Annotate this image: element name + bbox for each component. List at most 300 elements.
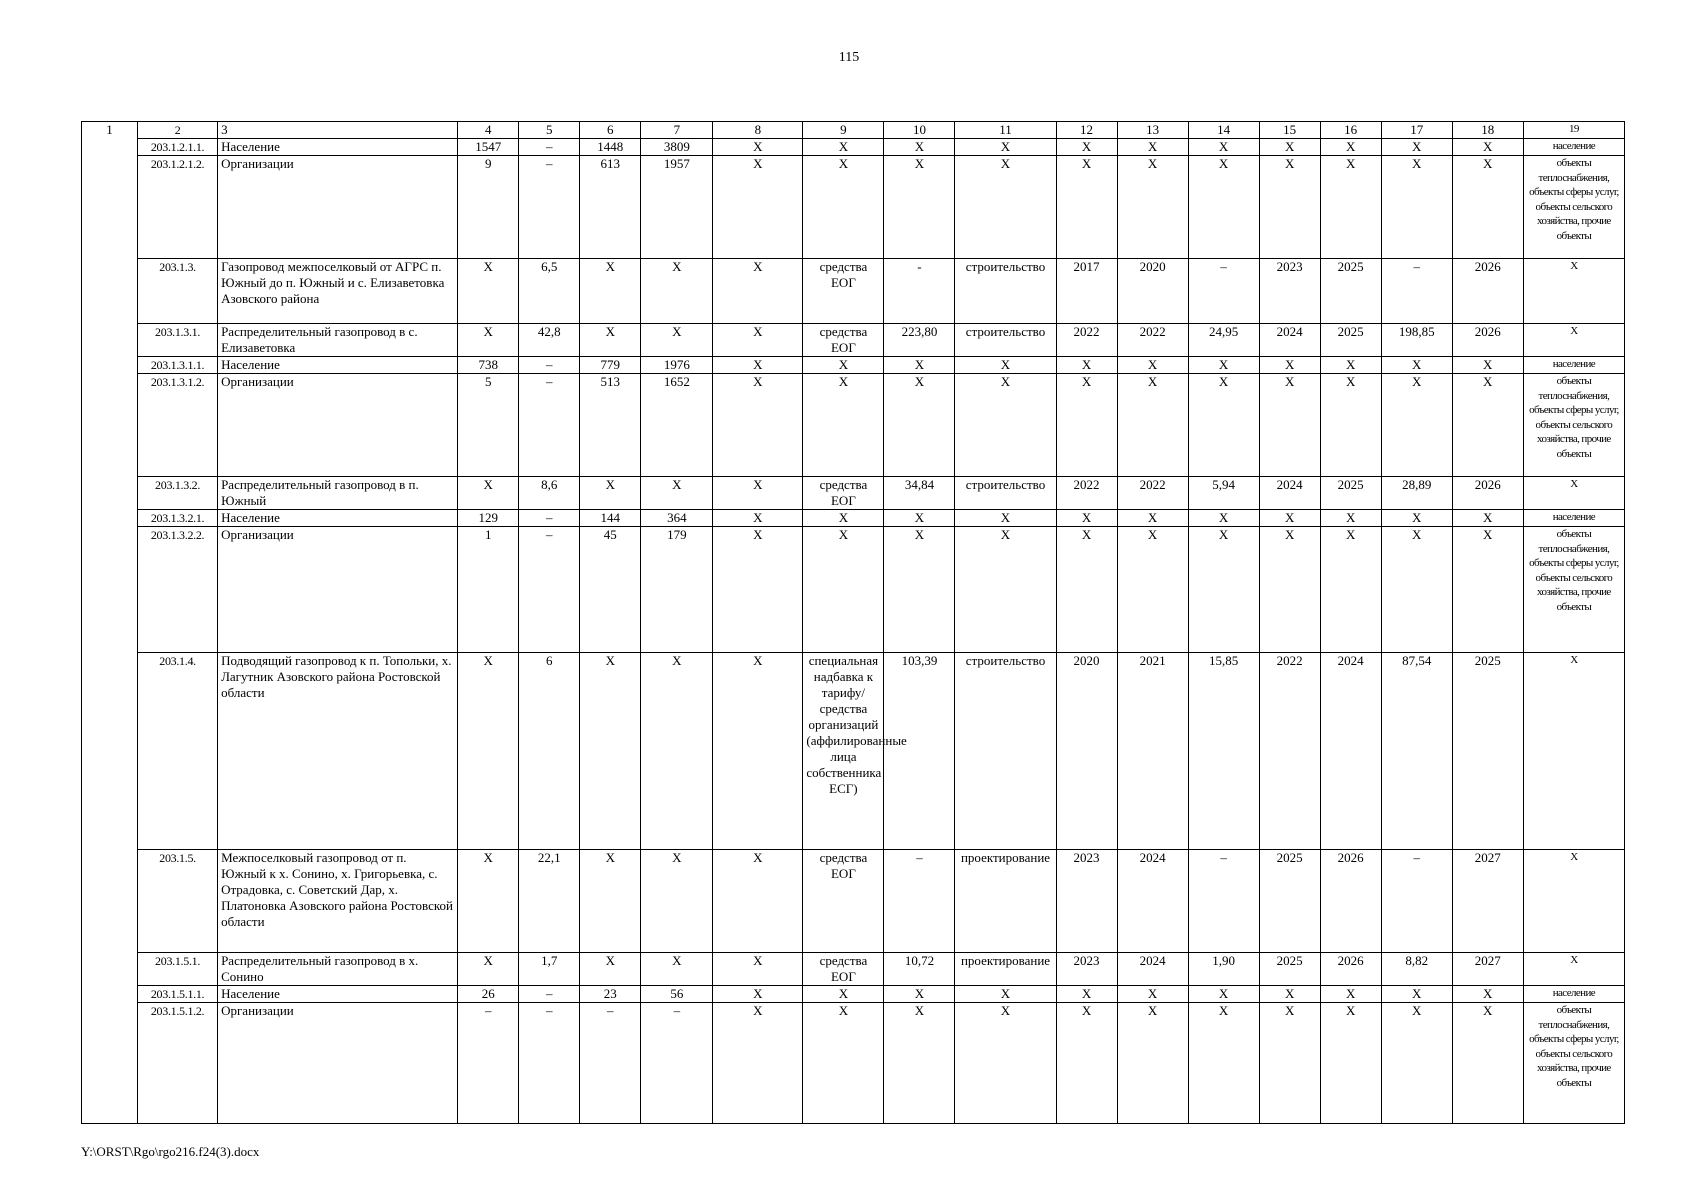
table-cell-col-11: X bbox=[955, 139, 1056, 156]
table-cell-col-19: объекты теплоснабжения, объекты сферы услуг, объекты сельского хозяйства, прочие объекты bbox=[1523, 374, 1624, 477]
table-cell-col-11: X bbox=[955, 527, 1056, 653]
table-cell-col-12: X bbox=[1056, 374, 1117, 477]
table-cell-col-4: 5 bbox=[458, 374, 519, 477]
table-cell-col-13: X bbox=[1117, 1003, 1188, 1124]
table-cell-col-5: 42,8 bbox=[519, 324, 580, 357]
table-cell-col-16: X bbox=[1320, 510, 1381, 527]
table-cell-col-8: X bbox=[713, 1003, 803, 1124]
table-cell-col-16: 2026 bbox=[1320, 953, 1381, 986]
table-cell-col-12: X bbox=[1056, 986, 1117, 1003]
table-cell-col-17: X bbox=[1381, 156, 1452, 259]
table-cell-col-10: X bbox=[884, 1003, 955, 1124]
table-cell-col-16: X bbox=[1320, 1003, 1381, 1124]
table-cell-col-18: X bbox=[1452, 139, 1523, 156]
table-cell-col-4: 1 bbox=[458, 527, 519, 653]
column-number-18: 18 bbox=[1452, 122, 1523, 139]
table-cell-col-12: X bbox=[1056, 357, 1117, 374]
table-cell-col-9: средства ЕОГ bbox=[803, 953, 884, 986]
table-cell-col-12: 2023 bbox=[1056, 953, 1117, 986]
table-cell-col-7: 1976 bbox=[641, 357, 713, 374]
table-cell-col-2: 203.1.5.1.2. bbox=[138, 1003, 218, 1124]
table-cell-col-12: X bbox=[1056, 510, 1117, 527]
table-cell-col-4: – bbox=[458, 1003, 519, 1124]
table-cell-col-4: X bbox=[458, 477, 519, 510]
table-cell-col-16: X bbox=[1320, 139, 1381, 156]
table-row bbox=[82, 527, 1625, 653]
header-row bbox=[82, 122, 1625, 139]
table-cell-col-8: X bbox=[713, 156, 803, 259]
table-cell-col-14: X bbox=[1188, 527, 1259, 653]
table-cell-col-16: 2025 bbox=[1320, 477, 1381, 510]
table-cell-col-18: 2027 bbox=[1452, 953, 1523, 986]
table-cell-col-11: X bbox=[955, 156, 1056, 259]
column-number-1: 1 bbox=[82, 122, 138, 139]
table-cell-col-9: X bbox=[803, 139, 884, 156]
table-cell-col-1 bbox=[82, 477, 138, 510]
table-cell-col-1 bbox=[82, 653, 138, 850]
table-cell-col-15: 2025 bbox=[1259, 953, 1320, 986]
table-cell-col-3: Население bbox=[218, 139, 458, 156]
table-cell-col-19: население bbox=[1523, 139, 1624, 156]
table-cell-col-15: X bbox=[1259, 986, 1320, 1003]
column-number-5: 5 bbox=[519, 122, 580, 139]
table-cell-col-14: – bbox=[1188, 259, 1259, 324]
table-cell-col-9: X bbox=[803, 986, 884, 1003]
table-cell-col-15: X bbox=[1259, 139, 1320, 156]
table-cell-col-16: 2026 bbox=[1320, 850, 1381, 953]
table-cell-col-16: 2025 bbox=[1320, 259, 1381, 324]
column-number-19: 19 bbox=[1523, 122, 1624, 139]
column-number-9: 9 bbox=[803, 122, 884, 139]
table-cell-col-3: Распределительный газопровод в х. Сонино bbox=[218, 953, 458, 986]
table-row bbox=[82, 374, 1625, 477]
table-cell-col-17: X bbox=[1381, 139, 1452, 156]
table-cell-col-12: 2020 bbox=[1056, 653, 1117, 850]
table-cell-col-8: X bbox=[713, 850, 803, 953]
table-cell-col-1 bbox=[82, 986, 138, 1003]
table-cell-col-5: – bbox=[519, 510, 580, 527]
table-cell-col-12: X bbox=[1056, 1003, 1117, 1124]
table-cell-col-15: X bbox=[1259, 357, 1320, 374]
table-cell-col-18: X bbox=[1452, 1003, 1523, 1124]
column-number-3: 3 bbox=[218, 122, 458, 139]
data-table-container bbox=[81, 121, 1625, 1124]
table-cell-col-18: 2026 bbox=[1452, 477, 1523, 510]
table-cell-col-17: 8,82 bbox=[1381, 953, 1452, 986]
table-cell-col-15: 2024 bbox=[1259, 324, 1320, 357]
table-cell-col-6: 144 bbox=[580, 510, 641, 527]
table-cell-col-1 bbox=[82, 156, 138, 259]
table-cell-col-6: X bbox=[580, 953, 641, 986]
table-cell-col-11: строительство bbox=[955, 324, 1056, 357]
table-cell-col-19: X bbox=[1523, 324, 1624, 357]
table-cell-col-5: 6,5 bbox=[519, 259, 580, 324]
table-cell-col-12: 2017 bbox=[1056, 259, 1117, 324]
table-cell-col-5: – bbox=[519, 986, 580, 1003]
table-cell-col-13: X bbox=[1117, 156, 1188, 259]
column-number-10: 10 bbox=[884, 122, 955, 139]
table-cell-col-18: 2026 bbox=[1452, 324, 1523, 357]
table-cell-col-1 bbox=[82, 357, 138, 374]
table-cell-col-9: средства ЕОГ bbox=[803, 850, 884, 953]
table-cell-col-4: X bbox=[458, 953, 519, 986]
table-cell-col-9: X bbox=[803, 374, 884, 477]
table-cell-col-6: – bbox=[580, 1003, 641, 1124]
table-row bbox=[82, 850, 1625, 953]
table-cell-col-7: X bbox=[641, 477, 713, 510]
table-cell-col-15: X bbox=[1259, 527, 1320, 653]
column-number-8: 8 bbox=[713, 122, 803, 139]
table-cell-col-9: X bbox=[803, 527, 884, 653]
table-row bbox=[82, 139, 1625, 156]
table-cell-col-7: X bbox=[641, 259, 713, 324]
table-cell-col-17: – bbox=[1381, 259, 1452, 324]
table-cell-col-2: 203.1.4. bbox=[138, 653, 218, 850]
table-cell-col-16: 2025 bbox=[1320, 324, 1381, 357]
table-cell-col-11: строительство bbox=[955, 259, 1056, 324]
table-cell-col-5: 8,6 bbox=[519, 477, 580, 510]
table-cell-col-6: 45 bbox=[580, 527, 641, 653]
table-cell-col-5: – bbox=[519, 156, 580, 259]
table-cell-col-12: X bbox=[1056, 156, 1117, 259]
table-cell-col-10: 223,80 bbox=[884, 324, 955, 357]
page-number: 115 bbox=[838, 50, 860, 65]
table-cell-col-17: – bbox=[1381, 850, 1452, 953]
table-cell-col-11: строительство bbox=[955, 653, 1056, 850]
table-cell-col-6: 513 bbox=[580, 374, 641, 477]
table-cell-col-9: X bbox=[803, 357, 884, 374]
table-cell-col-6: X bbox=[580, 324, 641, 357]
table-cell-col-14: 24,95 bbox=[1188, 324, 1259, 357]
table-cell-col-5: – bbox=[519, 357, 580, 374]
table-cell-col-14: X bbox=[1188, 1003, 1259, 1124]
table-row bbox=[82, 156, 1625, 259]
table-cell-col-8: X bbox=[713, 527, 803, 653]
table-cell-col-8: X bbox=[713, 477, 803, 510]
table-cell-col-4: X bbox=[458, 653, 519, 850]
table-cell-col-11: X bbox=[955, 1003, 1056, 1124]
table-cell-col-3: Население bbox=[218, 986, 458, 1003]
table-cell-col-15: X bbox=[1259, 156, 1320, 259]
table-cell-col-2: 203.1.3.2.2. bbox=[138, 527, 218, 653]
table-cell-col-19: население bbox=[1523, 510, 1624, 527]
column-number-11: 11 bbox=[955, 122, 1056, 139]
table-row bbox=[82, 259, 1625, 324]
table-cell-col-2: 203.1.5. bbox=[138, 850, 218, 953]
column-number-14: 14 bbox=[1188, 122, 1259, 139]
table-row bbox=[82, 653, 1625, 850]
column-number-15: 15 bbox=[1259, 122, 1320, 139]
table-cell-col-4: 1547 bbox=[458, 139, 519, 156]
table-cell-col-13: 2021 bbox=[1117, 653, 1188, 850]
table-cell-col-9: средства ЕОГ bbox=[803, 477, 884, 510]
table-cell-col-9: специальная надбавка к тарифу/ средства организаций (аффилированные лица собственника ЕСГ) bbox=[803, 653, 884, 850]
table-cell-col-3: Организации bbox=[218, 1003, 458, 1124]
table-cell-col-4: X bbox=[458, 850, 519, 953]
table-cell-col-10: X bbox=[884, 510, 955, 527]
table-cell-col-8: X bbox=[713, 374, 803, 477]
column-number-2: 2 bbox=[138, 122, 218, 139]
table-cell-col-17: X bbox=[1381, 1003, 1452, 1124]
table-cell-col-2: 203.1.3.2.1. bbox=[138, 510, 218, 527]
table-cell-col-8: X bbox=[713, 510, 803, 527]
table-cell-col-8: X bbox=[713, 139, 803, 156]
table-cell-col-5: – bbox=[519, 139, 580, 156]
table-cell-col-19: X bbox=[1523, 850, 1624, 953]
table-cell-col-3: Население bbox=[218, 357, 458, 374]
table-cell-col-14: – bbox=[1188, 850, 1259, 953]
table-cell-col-4: 738 bbox=[458, 357, 519, 374]
table-cell-col-17: 198,85 bbox=[1381, 324, 1452, 357]
table-cell-col-13: X bbox=[1117, 357, 1188, 374]
table-cell-col-1 bbox=[82, 324, 138, 357]
table-cell-col-16: X bbox=[1320, 357, 1381, 374]
table-cell-col-3: Распределительный газопровод в с. Елизаветовка bbox=[218, 324, 458, 357]
table-cell-col-2: 203.1.2.1.1. bbox=[138, 139, 218, 156]
table-cell-col-13: 2024 bbox=[1117, 953, 1188, 986]
table-cell-col-3: Распределительный газопровод в п. Южный bbox=[218, 477, 458, 510]
table-cell-col-6: X bbox=[580, 653, 641, 850]
table-cell-col-2: 203.1.5.1.1. bbox=[138, 986, 218, 1003]
table-cell-col-8: X bbox=[713, 324, 803, 357]
footer-file-path: Y:\ORST\Rgo\rgo216.f24(3).docx bbox=[81, 1144, 260, 1159]
table-cell-col-2: 203.1.3.1.2. bbox=[138, 374, 218, 477]
table-cell-col-13: 2022 bbox=[1117, 477, 1188, 510]
table-cell-col-18: 2027 bbox=[1452, 850, 1523, 953]
table-cell-col-5: – bbox=[519, 374, 580, 477]
table-cell-col-10: X bbox=[884, 357, 955, 374]
table-cell-col-7: X bbox=[641, 850, 713, 953]
table-cell-col-8: X bbox=[713, 357, 803, 374]
table-cell-col-17: X bbox=[1381, 357, 1452, 374]
table-cell-col-15: 2022 bbox=[1259, 653, 1320, 850]
table-cell-col-16: X bbox=[1320, 986, 1381, 1003]
column-number-12: 12 bbox=[1056, 122, 1117, 139]
table-cell-col-17: X bbox=[1381, 986, 1452, 1003]
table-cell-col-7: 1957 bbox=[641, 156, 713, 259]
table-cell-col-12: 2023 bbox=[1056, 850, 1117, 953]
table-cell-col-1 bbox=[82, 259, 138, 324]
table-cell-col-18: X bbox=[1452, 986, 1523, 1003]
data-table bbox=[81, 121, 1625, 1124]
table-cell-col-19: население bbox=[1523, 986, 1624, 1003]
table-cell-col-17: X bbox=[1381, 510, 1452, 527]
table-cell-col-6: X bbox=[580, 259, 641, 324]
column-number-16: 16 bbox=[1320, 122, 1381, 139]
table-cell-col-9: средства ЕОГ bbox=[803, 259, 884, 324]
table-cell-col-14: 15,85 bbox=[1188, 653, 1259, 850]
table-cell-col-10: X bbox=[884, 527, 955, 653]
table-cell-col-13: X bbox=[1117, 374, 1188, 477]
table-cell-col-5: 6 bbox=[519, 653, 580, 850]
table-cell-col-1 bbox=[82, 374, 138, 477]
table-cell-col-7: 179 bbox=[641, 527, 713, 653]
table-cell-col-6: X bbox=[580, 477, 641, 510]
table-cell-col-14: X bbox=[1188, 156, 1259, 259]
table-cell-col-14: X bbox=[1188, 139, 1259, 156]
table-cell-col-6: 779 bbox=[580, 357, 641, 374]
table-cell-col-10: X bbox=[884, 139, 955, 156]
table-cell-col-12: 2022 bbox=[1056, 477, 1117, 510]
table-cell-col-2: 203.1.5.1. bbox=[138, 953, 218, 986]
table-cell-col-8: X bbox=[713, 953, 803, 986]
table-cell-col-3: Газопровод межпоселковый от АГРС п. Южный до п. Южный и с. Елизаветовка Азовского района bbox=[218, 259, 458, 324]
table-cell-col-5: 22,1 bbox=[519, 850, 580, 953]
table-cell-col-1 bbox=[82, 527, 138, 653]
table-cell-col-13: X bbox=[1117, 986, 1188, 1003]
column-number-7: 7 bbox=[641, 122, 713, 139]
table-cell-col-3: Организации bbox=[218, 374, 458, 477]
table-cell-col-12: X bbox=[1056, 527, 1117, 653]
table-cell-col-7: 56 bbox=[641, 986, 713, 1003]
table-cell-col-11: X bbox=[955, 357, 1056, 374]
table-cell-col-13: X bbox=[1117, 510, 1188, 527]
table-cell-col-18: X bbox=[1452, 374, 1523, 477]
table-cell-col-7: X bbox=[641, 324, 713, 357]
table-cell-col-18: X bbox=[1452, 357, 1523, 374]
table-cell-col-15: X bbox=[1259, 374, 1320, 477]
table-cell-col-7: 1652 bbox=[641, 374, 713, 477]
table-cell-col-17: X bbox=[1381, 527, 1452, 653]
table-cell-col-3: Подводящий газопровод к п. Топольки, х. Лагутник Азовского района Ростовской области bbox=[218, 653, 458, 850]
table-cell-col-3: Межпоселковый газопровод от п. Южный к х. Сонино, х. Григорьевка, с. Отрадовка, с. Советский Дар, х. Платоновка Азовского района Ростовской области bbox=[218, 850, 458, 953]
table-cell-col-16: X bbox=[1320, 527, 1381, 653]
table-cell-col-16: X bbox=[1320, 156, 1381, 259]
table-cell-col-3: Организации bbox=[218, 156, 458, 259]
table-cell-col-19: X bbox=[1523, 259, 1624, 324]
table-cell-col-1 bbox=[82, 850, 138, 953]
table-cell-col-15: 2025 bbox=[1259, 850, 1320, 953]
table-cell-col-4: X bbox=[458, 324, 519, 357]
table-cell-col-7: X bbox=[641, 953, 713, 986]
table-cell-col-16: X bbox=[1320, 374, 1381, 477]
table-cell-col-12: 2022 bbox=[1056, 324, 1117, 357]
table-cell-col-4: 9 bbox=[458, 156, 519, 259]
table-cell-col-14: X bbox=[1188, 510, 1259, 527]
table-cell-col-14: 1,90 bbox=[1188, 953, 1259, 986]
table-cell-col-19: объекты теплоснабжения, объекты сферы услуг, объекты сельского хозяйства, прочие объекты bbox=[1523, 527, 1624, 653]
table-cell-col-10: 103,39 bbox=[884, 653, 955, 850]
table-cell-col-3: Организации bbox=[218, 527, 458, 653]
table-cell-col-19: население bbox=[1523, 357, 1624, 374]
table-cell-col-6: 613 bbox=[580, 156, 641, 259]
table-row bbox=[82, 324, 1625, 357]
table-row bbox=[82, 357, 1625, 374]
table-cell-col-5: 1,7 bbox=[519, 953, 580, 986]
table-cell-col-15: X bbox=[1259, 1003, 1320, 1124]
table-cell-col-11: X bbox=[955, 374, 1056, 477]
table-cell-col-13: 2022 bbox=[1117, 324, 1188, 357]
table-cell-col-4: 26 bbox=[458, 986, 519, 1003]
table-row bbox=[82, 953, 1625, 986]
table-cell-col-13: X bbox=[1117, 527, 1188, 653]
table-cell-col-12: X bbox=[1056, 139, 1117, 156]
table-cell-col-18: 2025 bbox=[1452, 653, 1523, 850]
table-cell-col-13: 2020 bbox=[1117, 259, 1188, 324]
table-cell-col-10: X bbox=[884, 986, 955, 1003]
table-cell-col-18: X bbox=[1452, 156, 1523, 259]
table-cell-col-4: X bbox=[458, 259, 519, 324]
table-cell-col-6: 1448 bbox=[580, 139, 641, 156]
table-cell-col-14: X bbox=[1188, 986, 1259, 1003]
table-cell-col-14: 5,94 bbox=[1188, 477, 1259, 510]
table-cell-col-11: строительство bbox=[955, 477, 1056, 510]
table-cell-col-17: 28,89 bbox=[1381, 477, 1452, 510]
table-cell-col-10: - bbox=[884, 259, 955, 324]
table-cell-col-8: X bbox=[713, 986, 803, 1003]
table-cell-col-11: проектирование bbox=[955, 953, 1056, 986]
table-cell-col-17: 87,54 bbox=[1381, 653, 1452, 850]
table-cell-col-15: 2023 bbox=[1259, 259, 1320, 324]
table-cell-col-10: X bbox=[884, 156, 955, 259]
table-cell-col-18: 2026 bbox=[1452, 259, 1523, 324]
table-row bbox=[82, 477, 1625, 510]
table-cell-col-10: – bbox=[884, 850, 955, 953]
table-cell-col-7: X bbox=[641, 653, 713, 850]
table-cell-col-10: 34,84 bbox=[884, 477, 955, 510]
table-cell-col-13: X bbox=[1117, 139, 1188, 156]
table-cell-col-2: 203.1.3.1. bbox=[138, 324, 218, 357]
table-cell-col-19: X bbox=[1523, 477, 1624, 510]
table-cell-col-9: X bbox=[803, 1003, 884, 1124]
table-cell-col-15: X bbox=[1259, 510, 1320, 527]
table-cell-col-8: X bbox=[713, 653, 803, 850]
column-number-6: 6 bbox=[580, 122, 641, 139]
table-cell-col-4: 129 bbox=[458, 510, 519, 527]
table-cell-col-11: проектирование bbox=[955, 850, 1056, 953]
table-cell-col-2: 203.1.3.1.1. bbox=[138, 357, 218, 374]
table-cell-col-9: средства ЕОГ bbox=[803, 324, 884, 357]
table-cell-col-11: X bbox=[955, 986, 1056, 1003]
table-cell-col-19: объекты теплоснабжения, объекты сферы услуг, объекты сельского хозяйства, прочие объекты bbox=[1523, 156, 1624, 259]
column-number-4: 4 bbox=[458, 122, 519, 139]
table-cell-col-9: X bbox=[803, 156, 884, 259]
table-cell-col-6: 23 bbox=[580, 986, 641, 1003]
table-cell-col-2: 203.1.2.1.2. bbox=[138, 156, 218, 259]
table-cell-col-19: объекты теплоснабжения, объекты сферы услуг, объекты сельского хозяйства, прочие объекты bbox=[1523, 1003, 1624, 1124]
table-row bbox=[82, 986, 1625, 1003]
table-cell-col-8: X bbox=[713, 259, 803, 324]
table-cell-col-9: X bbox=[803, 510, 884, 527]
table-cell-col-13: 2024 bbox=[1117, 850, 1188, 953]
table-cell-col-2: 203.1.3.2. bbox=[138, 477, 218, 510]
table-cell-col-5: – bbox=[519, 1003, 580, 1124]
table-cell-col-7: – bbox=[641, 1003, 713, 1124]
table-cell-col-3: Население bbox=[218, 510, 458, 527]
table-cell-col-1 bbox=[82, 953, 138, 986]
table-cell-col-7: 364 bbox=[641, 510, 713, 527]
table-row bbox=[82, 1003, 1625, 1124]
table-cell-col-18: X bbox=[1452, 527, 1523, 653]
table-cell-col-16: 2024 bbox=[1320, 653, 1381, 850]
table-cell-col-1 bbox=[82, 1003, 138, 1124]
table-cell-col-17: X bbox=[1381, 374, 1452, 477]
table-cell-col-10: X bbox=[884, 374, 955, 477]
table-cell-col-10: 10,72 bbox=[884, 953, 955, 986]
table-cell-col-1 bbox=[82, 510, 138, 527]
table-cell-col-19: X bbox=[1523, 953, 1624, 986]
table-cell-col-5: – bbox=[519, 527, 580, 653]
table-cell-col-14: X bbox=[1188, 374, 1259, 477]
table-cell-col-6: X bbox=[580, 850, 641, 953]
table-cell-col-1 bbox=[82, 139, 138, 156]
column-number-13: 13 bbox=[1117, 122, 1188, 139]
table-row bbox=[82, 510, 1625, 527]
table-cell-col-2: 203.1.3. bbox=[138, 259, 218, 324]
column-number-17: 17 bbox=[1381, 122, 1452, 139]
table-cell-col-14: X bbox=[1188, 357, 1259, 374]
table-cell-col-7: 3809 bbox=[641, 139, 713, 156]
